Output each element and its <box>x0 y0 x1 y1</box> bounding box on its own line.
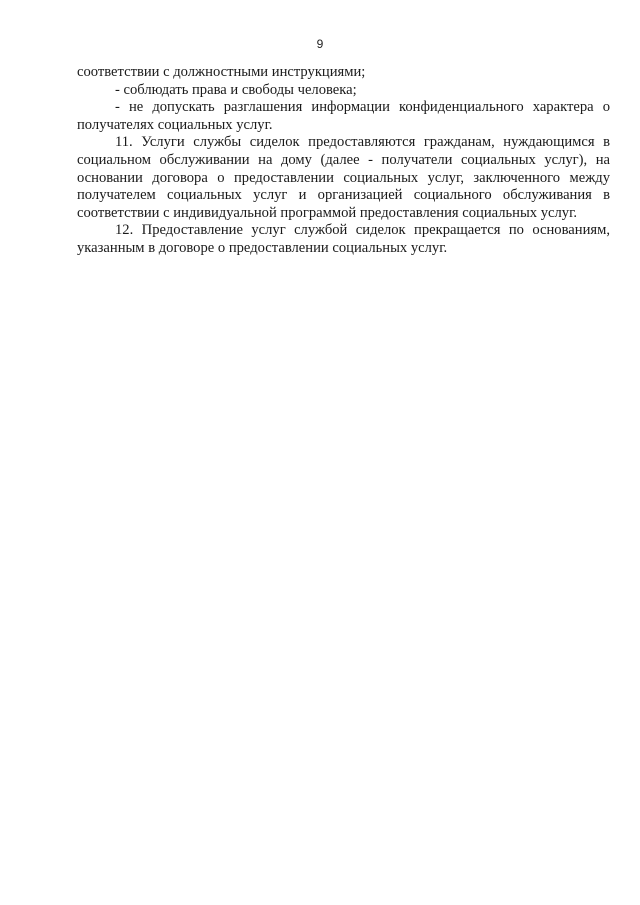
paragraph-12: 12. Предоставление услуг службой сиделок прекращается по основаниям, указанным в договоре о предоставлении социальных услуг. <box>77 222 610 256</box>
document-body <box>77 64 610 258</box>
page-number: 9 <box>316 37 324 51</box>
list-item-rights: - соблюдать права и свободы человека; <box>115 81 357 98</box>
paragraph-continuation: соответствии с должностными инструкциями; <box>77 64 366 80</box>
paragraph-11: 11. Услуги службы сиделок предоставляются гражданам, нуждающимся в социальном обслуживании на дому (далее - получатели социальных услуг), на основании договора о предоставлении социальных услуг, заключенного между получателем социальных услуг и организацией социального обслуживания в соответствии с индивидуальной программой предоставления социальных услуг. <box>77 134 610 221</box>
list-item-confidentiality: - не допускать разглашения информации конфиденциального характера о получателях социальных услуг. <box>77 99 610 133</box>
